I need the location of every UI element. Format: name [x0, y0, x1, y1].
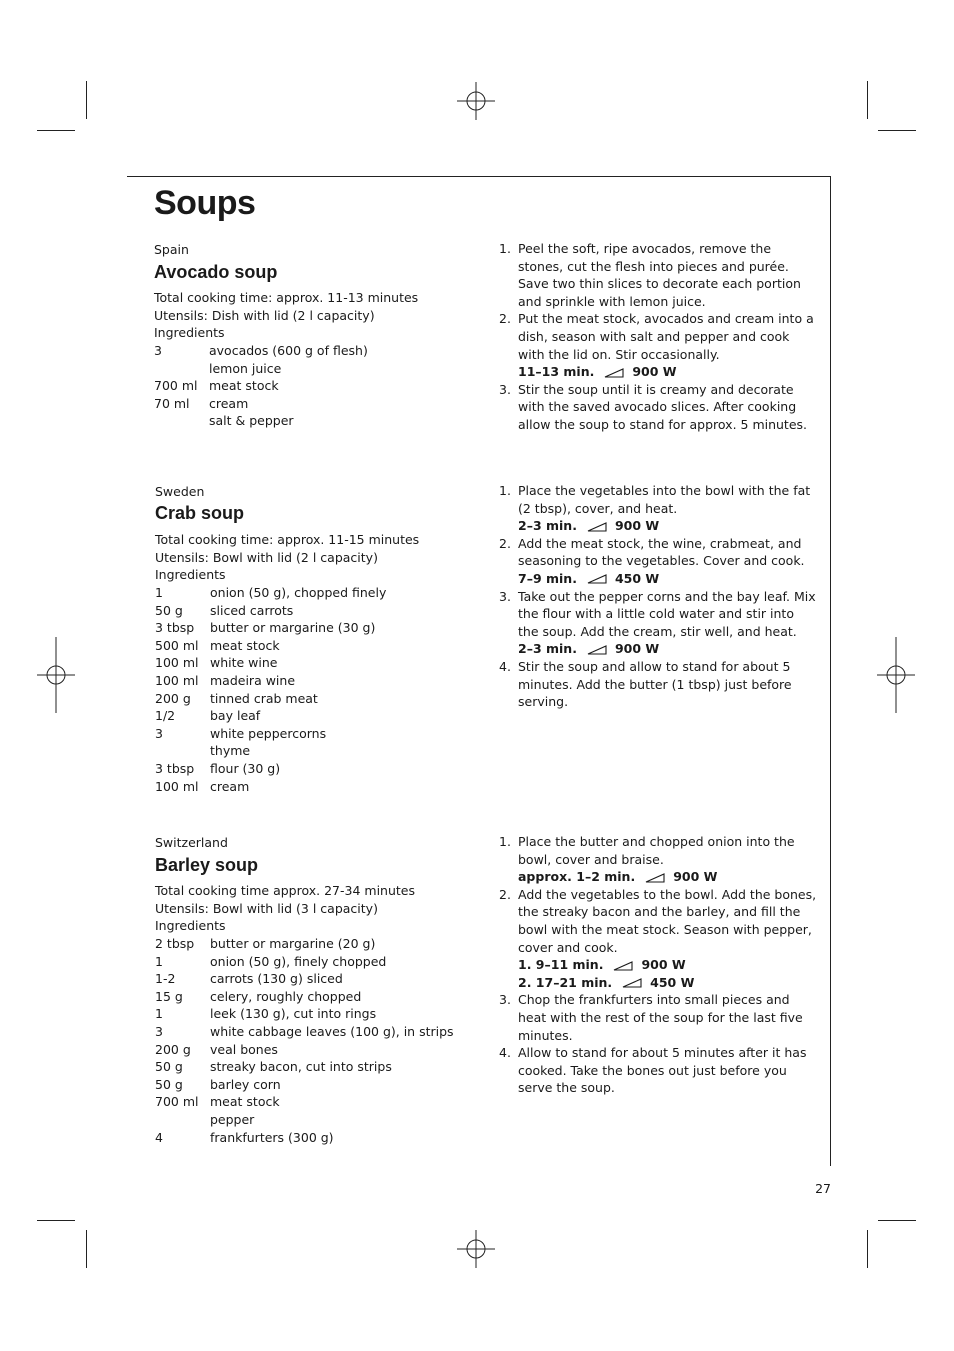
- ingredient-row: [155, 778, 386, 796]
- setting-time: approx. 1–2 min.: [518, 869, 636, 885]
- ingredients-label: Ingredients: [155, 567, 226, 583]
- step-number: 1.: [499, 483, 511, 498]
- method-step: [499, 535, 817, 588]
- utensils: Utensils: Bowl with lid (2 l capacity): [155, 549, 378, 565]
- setting-time: 1. 9–11 min.: [518, 957, 604, 973]
- step-text: Put the meat stock, avocados and cream into a dish, season with salt and pepper and cook with the lid on. Stir occasionally.: [518, 311, 814, 362]
- ingredient-list: [155, 935, 454, 1146]
- method-step: [499, 658, 817, 711]
- registration-mark-icon: [457, 82, 495, 120]
- recipe-info: [154, 289, 418, 342]
- ingredient-row: [155, 725, 386, 743]
- ingredient-quantity: 3: [155, 725, 163, 741]
- setting-time: 2–3 min.: [518, 518, 577, 534]
- ingredient-item: cream: [210, 778, 250, 794]
- setting-power: 900 W: [614, 641, 660, 657]
- cooking-setting: [518, 640, 817, 658]
- page-number: 27: [815, 1181, 831, 1196]
- step-number: 2.: [499, 535, 511, 551]
- setting-power: 450 W: [614, 570, 660, 586]
- ingredient-row: [155, 584, 386, 602]
- recipe-country: Sweden: [155, 484, 205, 499]
- ingredient-item: barley corn: [210, 1076, 281, 1092]
- setting-time: 11–13 min.: [518, 364, 595, 380]
- step-text: Chop the frankfurters into small pieces and heat with the rest of the soup for the last five minutes.: [518, 992, 803, 1043]
- utensils: Utensils: Dish with lid (2 l capacity): [154, 307, 375, 323]
- ingredient-quantity: 3 tbsp: [155, 620, 195, 636]
- microwave-power-icon: [587, 645, 607, 655]
- microwave-power-icon: [604, 368, 624, 378]
- ingredient-quantity: 1: [155, 585, 163, 600]
- ingredient-item: butter or margarine (30 g): [210, 620, 376, 636]
- method-step: [499, 588, 817, 658]
- ingredient-row: [155, 654, 386, 672]
- step-text: Allow to stand for about 5 minutes after it has cooked. Take the bones out just before you serve the soup.: [518, 1045, 807, 1096]
- ingredient-list: [155, 584, 386, 795]
- ingredient-quantity: 50 g: [155, 1059, 183, 1075]
- ingredient-item: pepper: [210, 1111, 255, 1127]
- ingredient-quantity: 1: [155, 953, 163, 969]
- method-step: [499, 310, 817, 380]
- step-text: Stir the soup until it is creamy and decorate with the saved avocado slices. After cooking allow the soup to stand for approx. 5 minutes.: [518, 381, 808, 432]
- ingredient-row: [154, 412, 368, 430]
- ingredient-item: celery, roughly chopped: [210, 988, 362, 1004]
- total-cooking-time: Total cooking time approx. 27-34 minutes: [155, 883, 415, 898]
- ingredient-quantity: 3 tbsp: [155, 760, 195, 776]
- ingredient-item: sliced carrots: [210, 602, 294, 618]
- page-title: Soups: [154, 184, 256, 222]
- setting-time: 2. 17–21 min.: [518, 974, 613, 990]
- ingredient-item: white cabbage leaves (100 g), in strips: [210, 1023, 454, 1039]
- ingredient-item: white peppercorns: [210, 725, 327, 741]
- ingredient-quantity: 500 ml: [155, 637, 199, 653]
- ingredient-item: meat stock: [210, 1094, 280, 1110]
- ingredient-quantity: 200 g: [155, 690, 191, 706]
- ingredient-quantity: [154, 412, 209, 430]
- ingredient-item: lemon juice: [209, 360, 282, 376]
- step-text: Add the meat stock, the wine, crabmeat, and seasoning to the vegetables. Cover and cook.: [518, 535, 805, 569]
- ingredient-quantity: 200 g: [155, 1041, 191, 1057]
- setting-power: 900 W: [673, 869, 718, 885]
- method-step: [499, 833, 817, 886]
- method-steps: [499, 482, 817, 711]
- ingredient-quantity: 700 ml: [154, 378, 198, 394]
- ingredient-item: frankfurters (300 g): [210, 1129, 334, 1145]
- ingredient-row: [155, 760, 386, 778]
- ingredient-quantity: 70 ml: [154, 395, 190, 411]
- ingredient-item: avocados (600 g of flesh): [209, 343, 368, 358]
- ingredient-row: [155, 690, 386, 708]
- ingredient-quantity: [154, 360, 209, 378]
- ingredient-quantity: 3: [154, 343, 162, 358]
- step-number: 1.: [499, 241, 511, 256]
- ingredient-item: thyme: [210, 743, 251, 759]
- method-steps: [499, 240, 817, 434]
- ingredient-item: carrots (130 g) sliced: [210, 971, 343, 987]
- ingredient-item: white wine: [210, 655, 278, 671]
- step-text: Add the vegetables to the bowl. Add the bones, the streaky bacon and the barley, and fill the bowl with the meat stock. Season with pepper, cover and cook.: [518, 886, 817, 955]
- ingredient-row: [155, 619, 386, 637]
- ingredient-quantity: 50 g: [155, 602, 183, 618]
- ingredient-row: [154, 377, 368, 395]
- recipe-info: [155, 531, 419, 584]
- utensils: Utensils: Bowl with lid (3 l capacity): [155, 900, 378, 916]
- ingredient-item: meat stock: [209, 378, 279, 394]
- method-step: [499, 886, 817, 992]
- method-step: [499, 240, 817, 310]
- ingredient-row: [155, 970, 454, 988]
- step-number: 4.: [499, 1045, 511, 1061]
- ingredient-row: [155, 637, 386, 655]
- ingredient-row: [154, 360, 368, 378]
- ingredient-row: [154, 342, 368, 360]
- ingredient-row: [155, 1093, 454, 1111]
- setting-power: 450 W: [650, 974, 695, 990]
- ingredient-quantity: 3: [155, 1023, 163, 1039]
- ingredient-row: [155, 1111, 454, 1129]
- step-text: Place the butter and chopped onion into the bowl, cover and braise.: [518, 834, 795, 867]
- registration-mark-icon: [457, 1230, 495, 1268]
- ingredient-row: [155, 1058, 454, 1076]
- ingredient-row: [155, 1023, 454, 1041]
- ingredient-row: [155, 1129, 454, 1147]
- ingredient-row: [155, 988, 454, 1006]
- recipe-info: [155, 882, 415, 935]
- ingredient-item: onion (50 g), chopped finely: [210, 585, 387, 600]
- ingredient-item: onion (50 g), finely chopped: [210, 953, 387, 969]
- step-number: 2.: [499, 311, 511, 327]
- step-number: 2.: [499, 886, 511, 902]
- ingredient-list: [154, 342, 368, 430]
- ingredient-row: [155, 1076, 454, 1094]
- recipe-country: Switzerland: [155, 835, 228, 850]
- recipe-country: Spain: [154, 242, 189, 257]
- ingredient-quantity: 100 ml: [155, 778, 199, 794]
- method-steps: [499, 833, 817, 1097]
- ingredient-item: streaky bacon, cut into strips: [210, 1059, 392, 1075]
- microwave-power-icon: [622, 978, 642, 988]
- ingredient-item: cream: [209, 395, 249, 411]
- ingredient-row: [155, 707, 386, 725]
- step-number: 1.: [499, 834, 511, 849]
- ingredient-item: leek (130 g), cut into rings: [210, 1006, 377, 1022]
- ingredient-item: butter or margarine (20 g): [210, 936, 376, 951]
- ingredient-item: meat stock: [210, 637, 280, 653]
- ingredient-quantity: 1-2: [155, 971, 176, 987]
- ingredient-quantity: 50 g: [155, 1076, 183, 1092]
- microwave-power-icon: [613, 961, 633, 971]
- ingredient-row: [155, 1041, 454, 1059]
- microwave-power-icon: [587, 522, 607, 532]
- setting-power: 900 W: [641, 957, 686, 973]
- ingredient-quantity: 700 ml: [155, 1094, 199, 1110]
- recipe-title: Barley soup: [155, 855, 259, 875]
- page-frame-right: [830, 176, 831, 1166]
- step-number: 3.: [499, 992, 511, 1008]
- ingredient-row: [155, 953, 454, 971]
- step-number: 3.: [499, 381, 511, 397]
- ingredient-quantity: [155, 742, 210, 760]
- total-cooking-time: Total cooking time: approx. 11-15 minutes: [155, 532, 420, 547]
- ingredient-row: [155, 672, 386, 690]
- cooking-setting: [518, 956, 817, 974]
- setting-power: 900 W: [614, 518, 660, 534]
- ingredient-item: tinned crab meat: [210, 690, 318, 706]
- page-frame-top: [127, 176, 831, 177]
- step-text: Place the vegetables into the bowl with the fat (2 tbsp), cover, and heat.: [518, 483, 811, 516]
- microwave-power-icon: [645, 873, 665, 883]
- step-text: Stir the soup and allow to stand for about 5 minutes. Add the butter (1 tbsp) just before serving.: [518, 658, 792, 710]
- ingredient-row: [154, 395, 368, 413]
- method-step: [499, 482, 817, 535]
- ingredient-item: madeira wine: [210, 672, 296, 688]
- ingredients-label: Ingredients: [154, 325, 225, 341]
- ingredient-row: [155, 602, 386, 620]
- ingredient-row: [155, 742, 386, 760]
- method-step: [499, 1044, 817, 1097]
- method-step: [499, 991, 817, 1044]
- ingredient-row: [155, 1005, 454, 1023]
- setting-time: 2–3 min.: [518, 641, 577, 657]
- ingredient-quantity: 100 ml: [155, 672, 199, 688]
- cooking-setting: [518, 868, 817, 886]
- ingredient-quantity: 1: [155, 1006, 163, 1022]
- ingredient-quantity: 4: [155, 1129, 163, 1145]
- ingredient-row: [155, 935, 454, 953]
- cooking-setting: [518, 517, 817, 535]
- setting-power: 900 W: [632, 364, 677, 380]
- setting-time: 7–9 min.: [518, 570, 577, 586]
- ingredient-quantity: 15 g: [155, 988, 183, 1004]
- cooking-setting: [518, 570, 817, 588]
- step-number: 3.: [499, 588, 511, 604]
- step-text: Peel the soft, ripe avocados, remove the stones, cut the flesh into pieces and purée. Save two thin slices to decorate each portion and sprinkle with lemon juice.: [518, 241, 801, 309]
- registration-mark-icon: [877, 637, 915, 713]
- recipe-title: Crab soup: [155, 503, 245, 523]
- method-step: [499, 381, 817, 434]
- registration-mark-icon: [37, 637, 75, 713]
- ingredient-item: veal bones: [210, 1041, 278, 1057]
- ingredient-quantity: 1/2: [155, 708, 176, 724]
- cooking-setting: [518, 974, 817, 992]
- ingredients-label: Ingredients: [155, 918, 226, 934]
- total-cooking-time: Total cooking time: approx. 11-13 minutes: [154, 290, 419, 305]
- cooking-setting: [518, 363, 817, 381]
- microwave-power-icon: [587, 574, 607, 584]
- recipe-title: Avocado soup: [154, 262, 278, 282]
- ingredient-item: bay leaf: [210, 708, 261, 724]
- step-text: Take out the pepper corns and the bay leaf. Mix the flour with a little cold water and stir into the soup. Add the cream, stir well, and heat.: [518, 588, 816, 639]
- ingredient-item: flour (30 g): [210, 760, 281, 776]
- ingredient-quantity: 2 tbsp: [155, 936, 195, 951]
- ingredient-quantity: 100 ml: [155, 655, 199, 671]
- ingredient-quantity: [155, 1111, 210, 1129]
- step-number: 4.: [499, 658, 511, 674]
- ingredient-item: salt & pepper: [209, 413, 294, 429]
